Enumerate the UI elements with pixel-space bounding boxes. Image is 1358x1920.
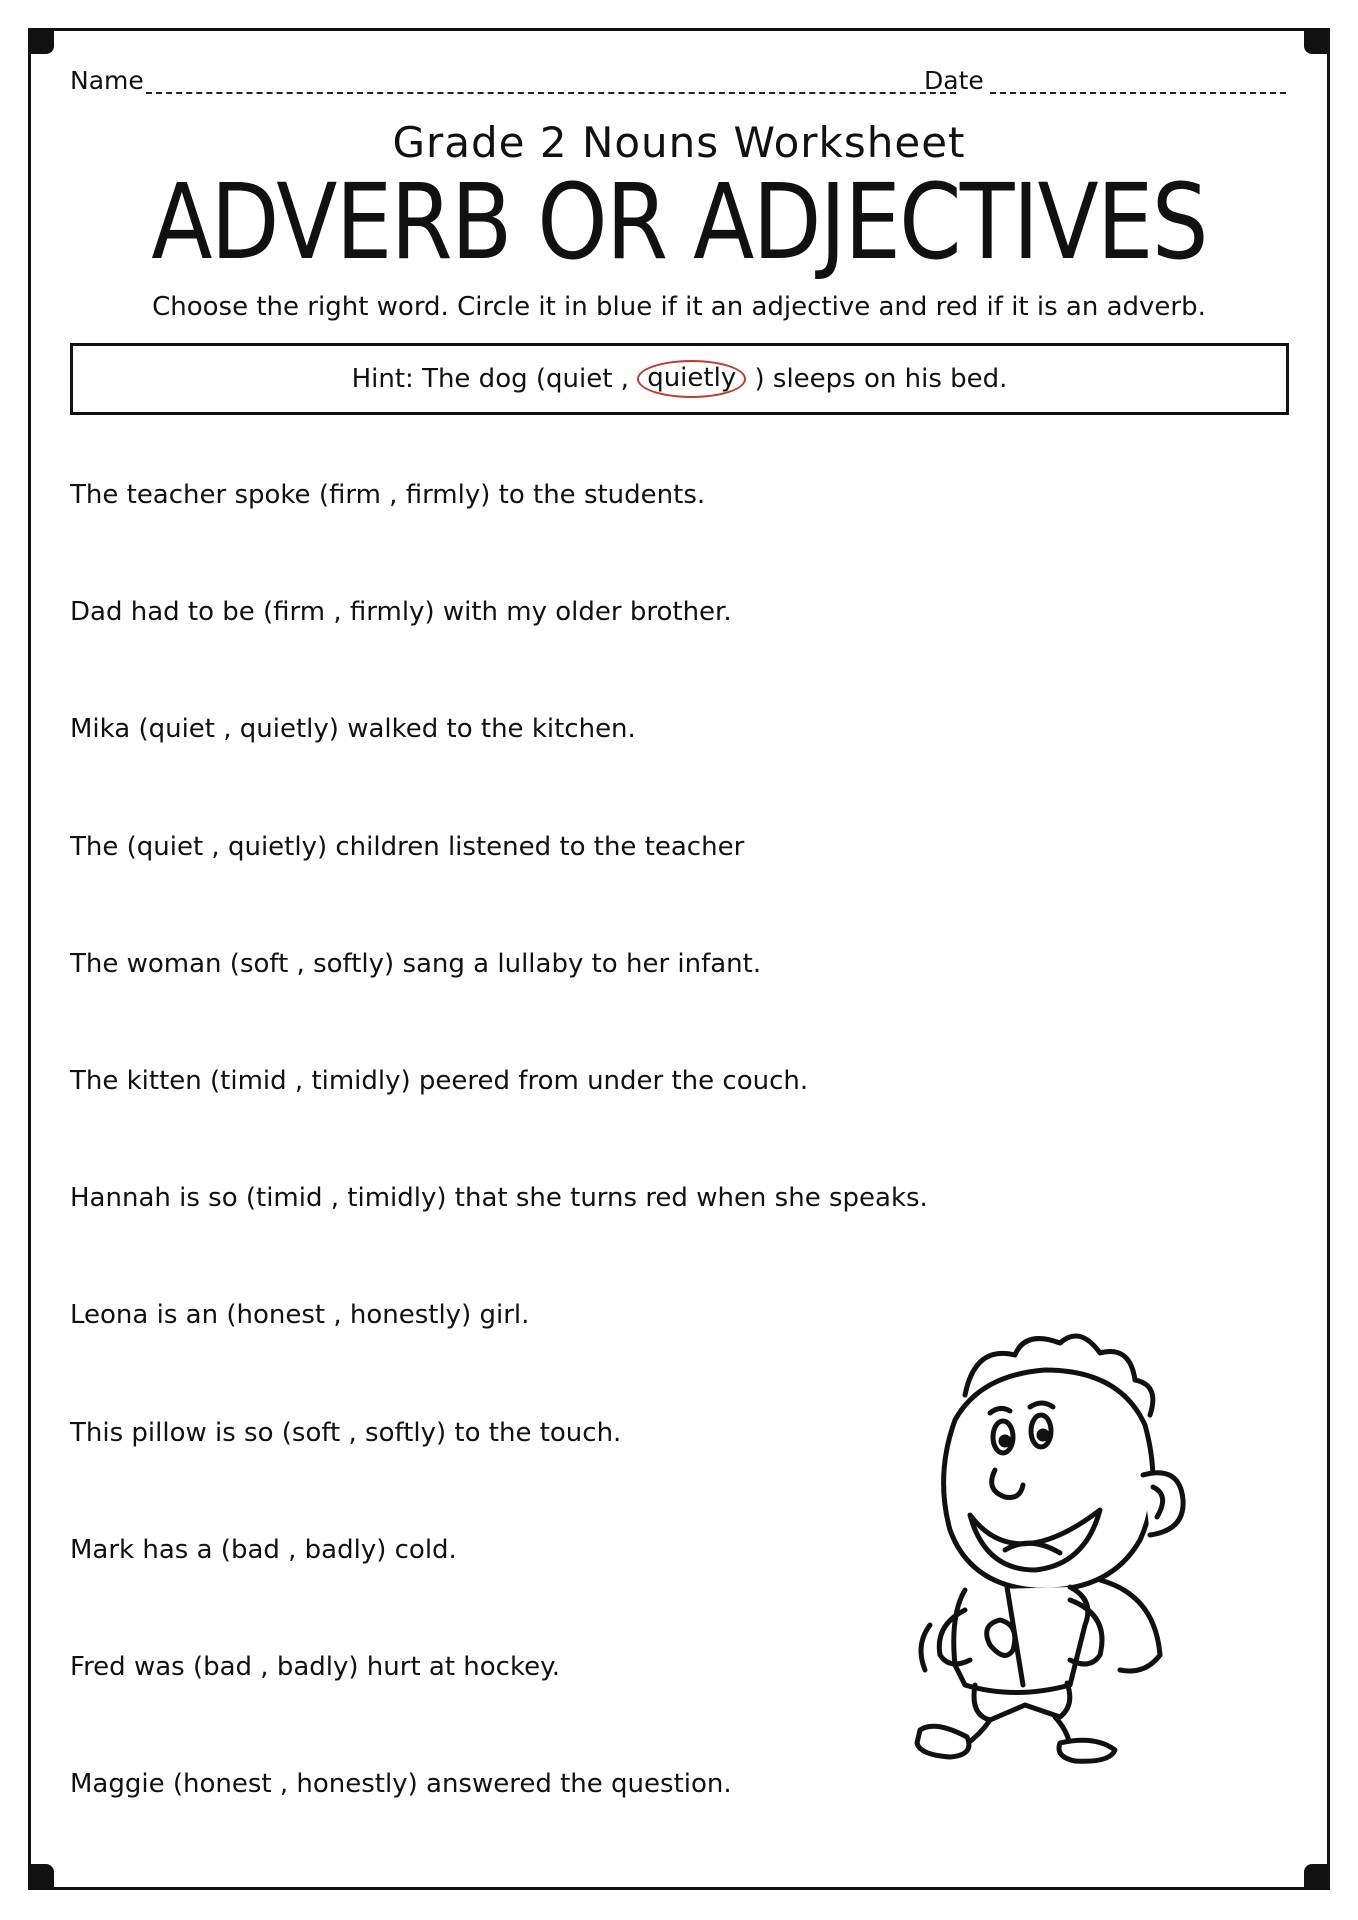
- name-field-line[interactable]: [146, 92, 956, 94]
- hint-circled-word: quietly: [637, 360, 746, 398]
- sentence-item: Fred was (bad , badly) hurt at hockey.: [70, 1651, 561, 1682]
- sentence-item: Maggie (honest , honestly) answered the question.: [70, 1769, 732, 1800]
- hint-box: [70, 343, 1289, 415]
- corner-mark-top-left: [28, 28, 54, 54]
- sentence-list: [70, 475, 970, 1881]
- hint-suffix: ) sleeps on his bed.: [746, 364, 1008, 394]
- worksheet-title: ADVERB OR ADJECTIVES: [151, 161, 1207, 283]
- name-date-row: [70, 66, 1290, 106]
- sentence-item: The woman (soft , softly) sang a lullaby to her infant.: [70, 948, 762, 979]
- cartoon-boy-illustration: [895, 1325, 1215, 1765]
- sentence-item: The kitten (timid , timidly) peered from under the couch.: [70, 1065, 809, 1096]
- sentence-item: The teacher spoke (firm , firmly) to the students.: [70, 480, 706, 510]
- instructions: Choose the right word. Circle it in blue if it an adjective and red if it is an adverb.: [152, 292, 1206, 322]
- corner-mark-bottom-right: [1304, 1864, 1330, 1890]
- sentence-item: The (quiet , quietly) children listened to the teacher: [70, 831, 745, 862]
- corner-mark-top-right: [1304, 28, 1330, 54]
- sentence-item: Dad had to be (firm , firmly) with my older brother.: [70, 597, 732, 628]
- sentence-item: This pillow is so (soft , softly) to the touch.: [70, 1417, 622, 1448]
- sentence-item: Leona is an (honest , honestly) girl.: [70, 1300, 530, 1331]
- date-label: Date: [924, 66, 984, 95]
- hint-prefix: Hint: The dog (quiet ,: [351, 364, 638, 394]
- date-field-line[interactable]: [990, 92, 1286, 94]
- name-label: Name: [70, 66, 144, 95]
- sentence-item: Mark has a (bad , badly) cold.: [70, 1534, 457, 1565]
- worksheet-subtitle: Grade 2 Nouns Worksheet: [392, 118, 966, 167]
- sentence-item: Mika (quiet , quietly) walked to the kitchen.: [70, 714, 636, 745]
- sentence-item: Hannah is so (timid , timidly) that she turns red when she speaks.: [70, 1183, 928, 1214]
- corner-mark-bottom-left: [28, 1864, 54, 1890]
